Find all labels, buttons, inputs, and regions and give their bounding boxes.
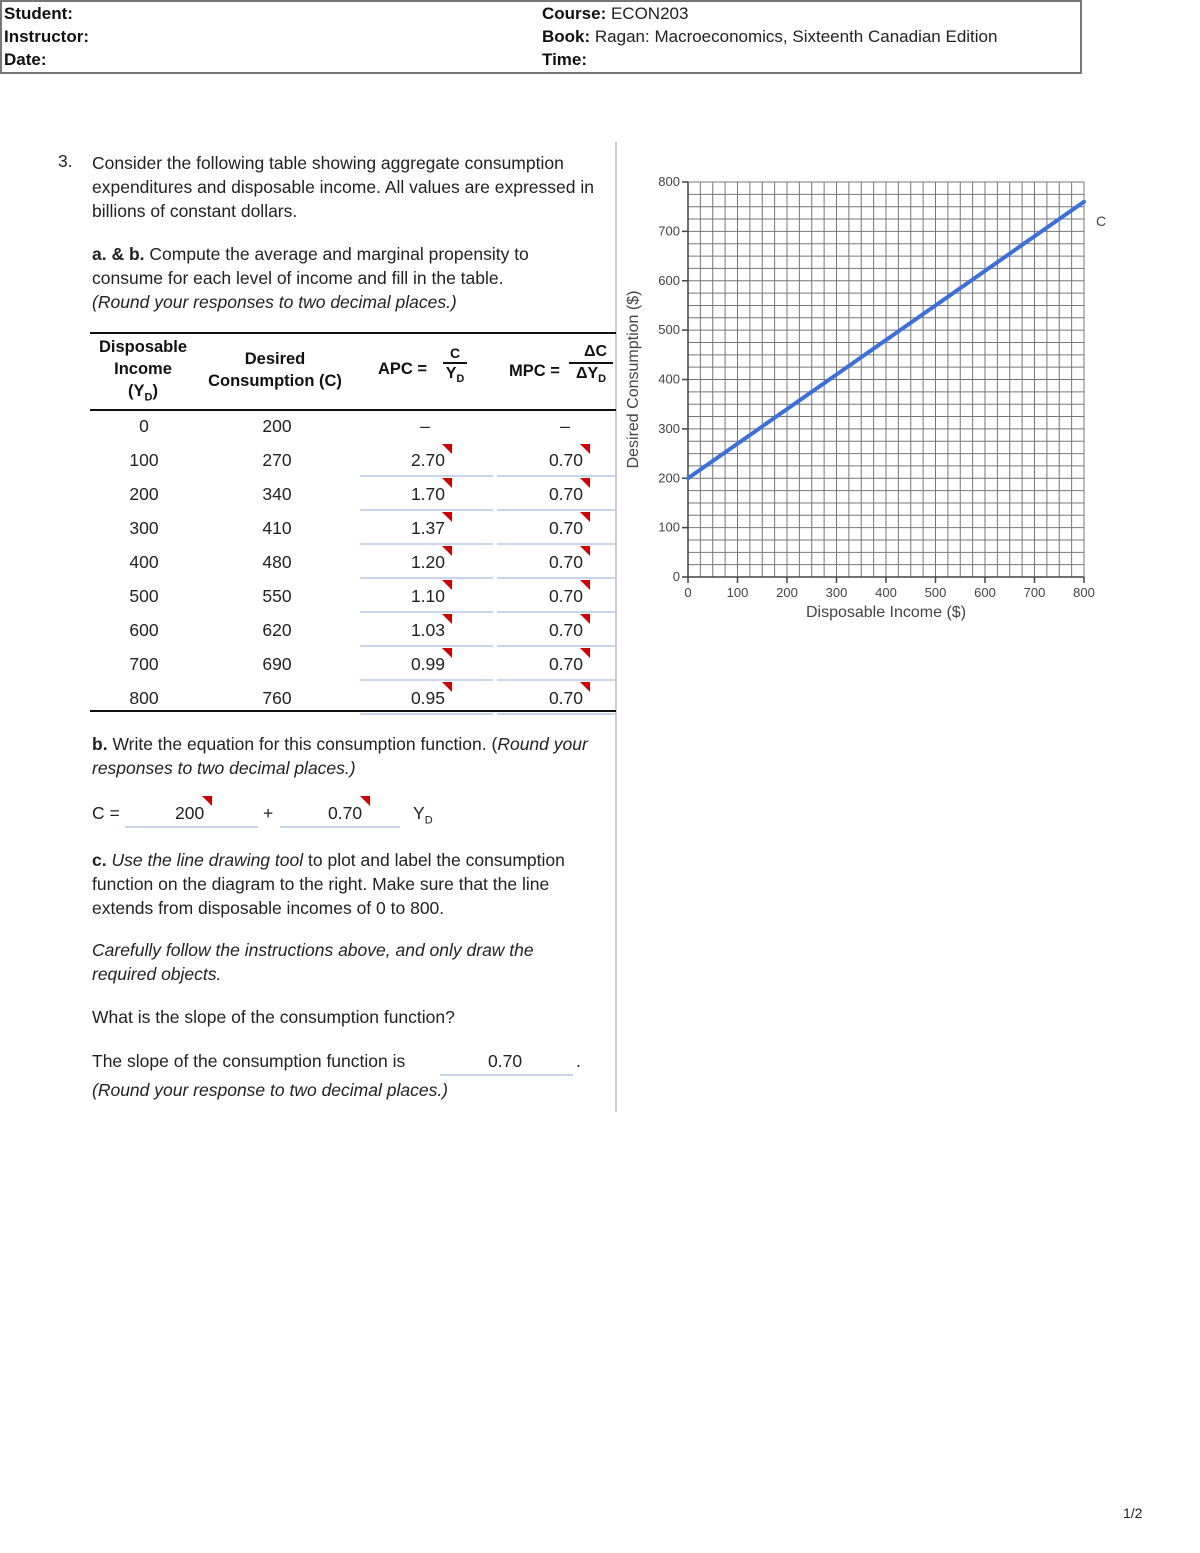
x-tick-label: 300 [825,585,848,600]
y-tick-label: 700 [658,223,680,239]
col-header-income: Disposable Income $(Y_D)$ [98,338,188,404]
mpc-flag-icon [580,682,590,692]
income-cell: 300 [129,518,159,538]
col-header-consumption: Desired Consumption (C) [208,350,342,390]
y-tick-label: 400 [658,371,680,387]
equation-c-label: C = [92,803,120,823]
mpc-answer[interactable]: 0.70 [548,552,583,572]
consumption-chart[interactable] [620,160,1120,650]
x-tick-label: 700 [1023,585,1046,600]
chart-svg[interactable] [620,160,1120,650]
mpc-underline [497,645,615,647]
x-tick-label: 400 [875,585,897,600]
consumption-cell: 200 [262,416,292,436]
equation-plus: + [263,803,274,823]
apc-answer[interactable]: 1.03 [410,620,445,640]
mpc-answer[interactable]: 0.70 [548,586,583,606]
consumption-cell: 340 [262,484,292,504]
slope-question: What is the slope of the consumption function? [92,1007,455,1027]
mpc-answer[interactable]: 0.70 [548,688,583,708]
apc-answer[interactable]: 1.70 [410,484,445,504]
mpc-flag-icon [580,444,590,454]
apc-underline [360,679,493,681]
table-header-rule-right [360,409,616,411]
x-tick-label: 200 [776,585,798,600]
table-bottom-rule [90,710,616,712]
part-c-prompt: c. Use the line drawing tool to plot and label the consumption function on the diagram to the right. Make sure that the line extends from disposable incomes of 0 to 800. [92,850,565,918]
apc-underline [360,509,493,511]
apc-underline [360,475,493,477]
income-cell: 100 [129,450,159,470]
income-cell: 400 [129,552,159,572]
table-top-rule [90,332,616,334]
apc-underline [360,611,493,613]
slope-round-note: (Round your response to two decimal places.) [92,1080,449,1100]
y-tick-label: 600 [658,272,680,288]
x-tick-label: 600 [974,585,996,600]
mpc-answer[interactable]: 0.70 [548,654,583,674]
equation-yd: $Y_D$ [413,803,433,827]
slope-period: . [576,1051,581,1071]
mpc-cell: – [560,416,570,436]
mpc-flag-icon [580,580,590,590]
mpc-flag-icon [580,546,590,556]
apc-answer[interactable]: 1.20 [410,552,445,572]
consumption-cell: 690 [262,654,292,674]
mpc-flag-icon [580,478,590,488]
slope-answer[interactable]: 0.70 [328,803,363,823]
apc-answer[interactable]: 0.99 [410,654,445,674]
income-cell: 700 [129,654,159,674]
series-label: C [1096,212,1107,229]
x-axis-label: Disposable Income ($) [805,604,967,621]
mpc-underline [497,509,615,511]
apc-answer[interactable]: 1.37 [410,518,445,538]
y-tick-label: 800 [658,174,680,189]
y-tick-label: 500 [658,322,680,338]
y-tick-label: 100 [658,519,680,535]
mpc-underline [497,611,615,613]
income-cell: 500 [129,586,159,606]
x-tick-label: 500 [924,585,947,600]
apc-cell: – [420,416,430,436]
consumption-cell: 550 [262,586,292,606]
part-c-caution: Carefully follow the instructions above, and only draw the required objects. [92,940,534,984]
question-number: 3. [58,151,73,171]
apc-flag-icon [442,512,452,522]
mpc-underline [497,543,615,545]
apc-flag-icon [442,580,452,590]
mpc-answer[interactable]: 0.70 [548,518,583,538]
header-box [0,0,1082,74]
apc-underline [360,645,493,647]
column-divider [615,142,617,1112]
course-line: Course: ECON203 [542,4,689,23]
y-tick-label: 200 [658,470,680,486]
student-label: Student: [4,4,73,23]
x-tick-label: 100 [726,585,749,600]
date-label: Date: [4,50,47,69]
income-cell: 800 [129,688,159,708]
apc-flag-icon [442,614,452,624]
y-axis-label: Desired Consumption ($) [625,290,642,469]
apc-flag-icon [442,682,452,692]
mpc-flag-icon [580,512,590,522]
apc-fraction: C $Y_D$ [443,344,467,389]
part-ab-prompt: a. & b. Compute the average and marginal propensity to consume for each level of income and fill in the table. (Round your responses to two decimal places.) [92,244,529,312]
slope-answer-field[interactable]: 0.70 [488,1051,523,1071]
consumption-cell: 410 [262,518,292,538]
apc-answer[interactable]: 0.95 [410,688,445,708]
mpc-flag-icon [580,648,590,658]
time-label: Time: [542,50,588,69]
question-intro: Consider the following table showing aggregate consumption expenditures and disposable income. All values are expressed in billions of constant dollars. [92,153,594,221]
mpc-underline [497,713,615,715]
slope-underline [280,826,400,828]
mpc-underline [497,679,615,681]
mpc-answer[interactable]: 0.70 [548,620,583,640]
instructor-label: Instructor: [4,27,89,46]
mpc-fraction: ΔC $\Delta Y_D$ [569,342,613,389]
book-line: Book: Ragan: Macroeconomics, Sixteenth Canadian Edition [542,27,998,46]
income-cell: 200 [129,484,159,504]
apc-underline [360,543,493,545]
part-b-prompt: b. Write the equation for this consumption function. (Round your responses to two decimal places.) [92,734,588,778]
slope-flag-icon [360,796,370,806]
apc-flag-icon [442,478,452,488]
consumption-cell: 270 [262,450,292,470]
income-cell: 0 [139,416,149,436]
x-tick-label: 800 [1073,585,1095,600]
consumption-cell: 620 [262,620,292,640]
consumption-cell: 760 [262,688,292,708]
apc-flag-icon [442,648,452,658]
intercept-flag-icon [202,796,212,806]
apc-underline [360,577,493,579]
x-tick-label: 0 [684,585,692,600]
col-header-mpc: MPC = [509,362,560,380]
y-tick-label: 300 [658,420,680,436]
apc-flag-icon [442,546,452,556]
col-header-apc: APC = [378,360,428,378]
slope-sentence: The slope of the consumption function is [92,1051,406,1071]
income-cell: 600 [129,620,159,640]
mpc-flag-icon [580,614,590,624]
page-number: 1/2 [1123,1505,1143,1521]
mpc-answer[interactable]: 0.70 [548,484,583,504]
y-tick-label: 0 [672,569,680,584]
mpc-underline [497,577,615,579]
slope-answer-underline [440,1074,573,1076]
mpc-underline [497,475,615,477]
table-header-rule [90,409,360,411]
intercept-answer[interactable]: 200 [175,803,205,823]
mpc-answer[interactable]: 0.70 [548,450,583,470]
intercept-underline [125,826,258,828]
apc-flag-icon [442,444,452,454]
apc-answer[interactable]: 1.10 [410,586,445,606]
apc-answer[interactable]: 2.70 [410,450,445,470]
apc-underline [360,713,493,715]
consumption-cell: 480 [262,552,292,572]
